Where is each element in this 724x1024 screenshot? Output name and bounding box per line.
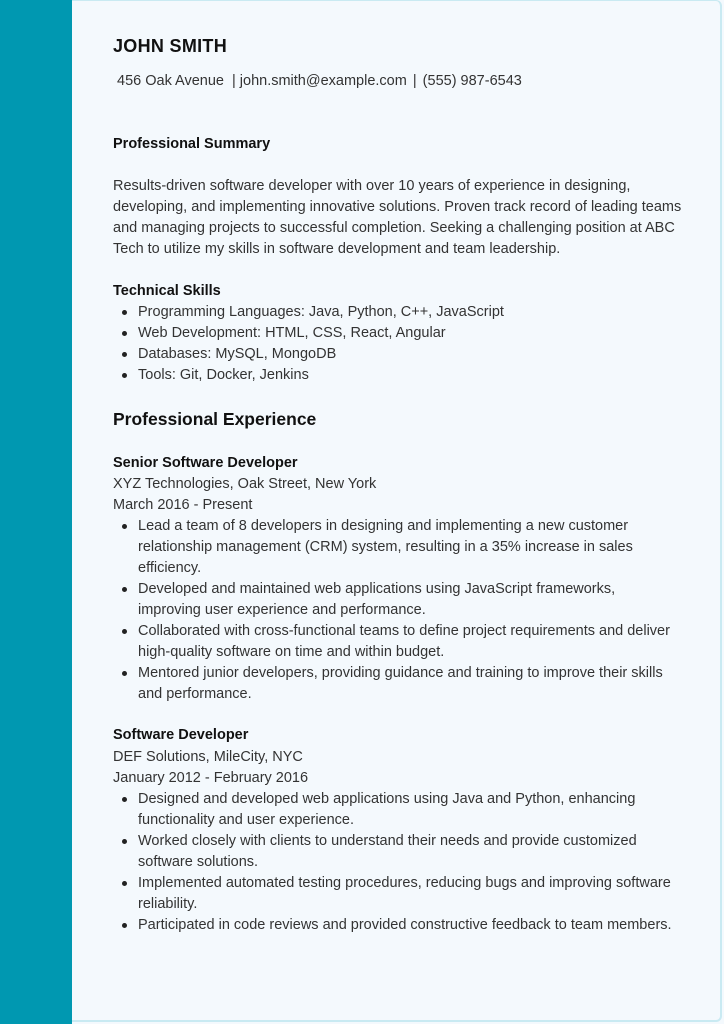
job-company: XYZ Technologies, Oak Street, New York: [113, 476, 377, 492]
job-dates: March 2016 - Present: [113, 497, 253, 513]
job-bullet: Participated in code reviews and provided constructive feedback to team members.: [113, 915, 673, 936]
contact-line: [117, 73, 522, 89]
skill-item: Tools: Git, Docker, Jenkins: [113, 365, 693, 386]
separator: |: [232, 73, 236, 89]
job-bullet: Lead a team of 8 developers in designing and implementing a new customer relationship management (CRM) system, resulting in a 35% increase in sales efficiency.: [113, 516, 673, 579]
skill-item: Databases: MySQL, MongoDB: [113, 344, 693, 365]
job-bullets: [113, 516, 673, 705]
skill-item: Web Development: HTML, CSS, React, Angular: [113, 323, 693, 344]
job-bullet: Designed and developed web applications using Java and Python, enhancing functionality and user experience.: [113, 789, 673, 831]
address: 456 Oak Avenue: [117, 73, 224, 89]
job-company: DEF Solutions, MileCity, NYC: [113, 749, 303, 765]
experience-heading: Professional Experience: [113, 409, 317, 429]
skills-list: [113, 302, 693, 386]
job-dates: January 2012 - February 2016: [113, 770, 309, 786]
phone: (555) 987-6543: [422, 73, 522, 89]
skill-item: Programming Languages: Java, Python, C++, JavaScript: [113, 302, 693, 323]
job-bullet: Worked closely with clients to understand their needs and provide customized software solutions.: [113, 831, 673, 873]
job-bullets: [113, 789, 673, 936]
summary-heading: Professional Summary: [113, 136, 271, 152]
job-title: Senior Software Developer: [113, 455, 298, 471]
accent-sidebar: [0, 0, 72, 1024]
job-bullet: Mentored junior developers, providing guidance and training to improve their skills and performance.: [113, 663, 673, 705]
separator: |: [412, 73, 417, 89]
job-title: Software Developer: [113, 727, 249, 743]
candidate-name: JOHN SMITH: [113, 36, 228, 56]
skills-heading: Technical Skills: [113, 283, 221, 299]
job-bullet: Implemented automated testing procedures, reducing bugs and improving software reliability.: [113, 873, 673, 915]
email: john.smith@example.com: [239, 73, 407, 89]
job-bullet: Collaborated with cross-functional teams to define project requirements and deliver high-quality software on time and within budget.: [113, 621, 673, 663]
job-bullet: Developed and maintained web applications using JavaScript frameworks, improving user experience and performance.: [113, 579, 673, 621]
summary-text: Results-driven software developer with over 10 years of experience in designing, developing, and implementing innovative solutions. Proven track record of leading teams and managing projects to successful completion. Seeking a challenging position at ABC Tech to utilize my skills in software development and team leadership.: [113, 178, 682, 257]
